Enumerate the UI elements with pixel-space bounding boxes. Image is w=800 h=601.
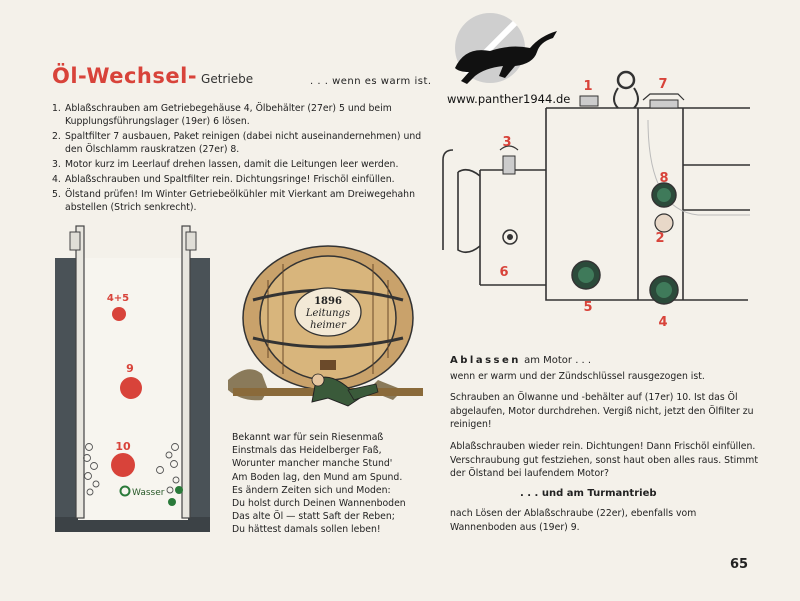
page-subtitle: Getriebe: [201, 72, 254, 86]
turm-paragraph: nach Lösen der Ablaßschraube (22er), ebenfalls vom Wannenboden aus (19er) 9.: [450, 508, 697, 533]
oil-pan-diagram: [50, 222, 215, 542]
motor-paragraph-1: wenn er warm und der Zündschlüssel rausgezogen ist.: [450, 371, 705, 382]
instruction-item: 5. Ölstand prüfen! Im Winter Getriebeölkühler mit Vierkant am Dreiwegehahn abstellen (Strich senkrecht).: [52, 189, 415, 213]
barrel-line1: Leitungs: [305, 308, 351, 319]
gearbox-label-7: 7: [658, 77, 668, 92]
barrel-line2: heimer: [310, 320, 346, 331]
title-note: . . . wenn es warm ist.: [310, 76, 432, 87]
poem-line: Am Boden lag, den Mund am Spund.: [232, 471, 403, 483]
gearbox-diagram: [438, 60, 800, 335]
turm-heading: . . . und am Turmantrieb: [520, 488, 657, 499]
poem-line: Worunter mancher manche Stund': [232, 458, 393, 470]
poem-line: Bekannt war für sein Riesenmaß: [232, 432, 384, 443]
instruction-item: 2. Spaltfilter 7 ausbauen, Paket reinigen (dabei nicht auseinandernehmen) und den Ölschlamm rauskratzen (27er) 8.: [52, 131, 422, 155]
logo-url-text: www.panther1944.de: [447, 92, 571, 106]
page-title: Öl-Wechsel- Getriebe: [52, 64, 254, 88]
poem-line: Du hättest damals sollen leben!: [232, 524, 381, 536]
page-number: 65: [730, 557, 749, 572]
poem-line: Einstmals das Heidelberger Faß,: [232, 445, 382, 457]
label-10: 10: [115, 440, 131, 453]
gearbox-label-2: 2: [655, 231, 665, 246]
barrel-illustration: [228, 240, 433, 420]
motor-section-heading: Ablassen am Motor . . .: [450, 355, 592, 366]
gearbox-label-6: 6: [499, 265, 509, 280]
instruction-item: 1. Ablaßschrauben am Getriebegehäuse 4, Ölbehälter (27er) 5 und beim Kupplungsführungslager (19er) 6 lösen.: [52, 103, 392, 127]
poem-line: Das alte Öl — statt Saft der Reben;: [232, 511, 395, 523]
instruction-list: [52, 102, 437, 216]
label-4-5: 4+5: [106, 293, 130, 304]
barrel-year: 1896: [314, 296, 342, 307]
gearbox-label-4: 4: [658, 315, 668, 330]
motor-paragraph-2: Schrauben an Ölwanne und -behälter auf (17er) 10. Ist das Öl abgelaufen, Motor durchdrehen. Vergiß nicht, jetzt den Ölfilter zu reinigen!: [450, 392, 754, 430]
gearbox-label-5: 5: [583, 300, 593, 315]
poem-block: [232, 431, 437, 537]
poem-line: Es ändern Zeiten sich und Moden:: [232, 484, 391, 496]
motor-paragraph-3: Ablaßschrauben wieder rein. Dichtungen! Dann Frischöl einfüllen. Verschraubung gut festziehen, sonst haut oben alles raus. Stimmt der Ölstand bei laufendem Motor?: [450, 441, 758, 479]
poem-line: Du holst durch Deinen Wannenboden: [232, 498, 406, 510]
instruction-item: 3. Motor kurz im Leerlauf drehen lassen, damit die Leitungen leer werden.: [52, 159, 399, 170]
label-9: 9: [126, 362, 134, 375]
label-wasser: Wasser: [132, 488, 165, 498]
gearbox-label-3: 3: [502, 135, 512, 150]
gearbox-label-8: 8: [659, 171, 669, 186]
instruction-item: 4. Ablaßschrauben und Spaltfilter rein. Dichtungsringe! Frischöl einfüllen.: [52, 174, 395, 185]
gearbox-label-1: 1: [583, 79, 593, 94]
